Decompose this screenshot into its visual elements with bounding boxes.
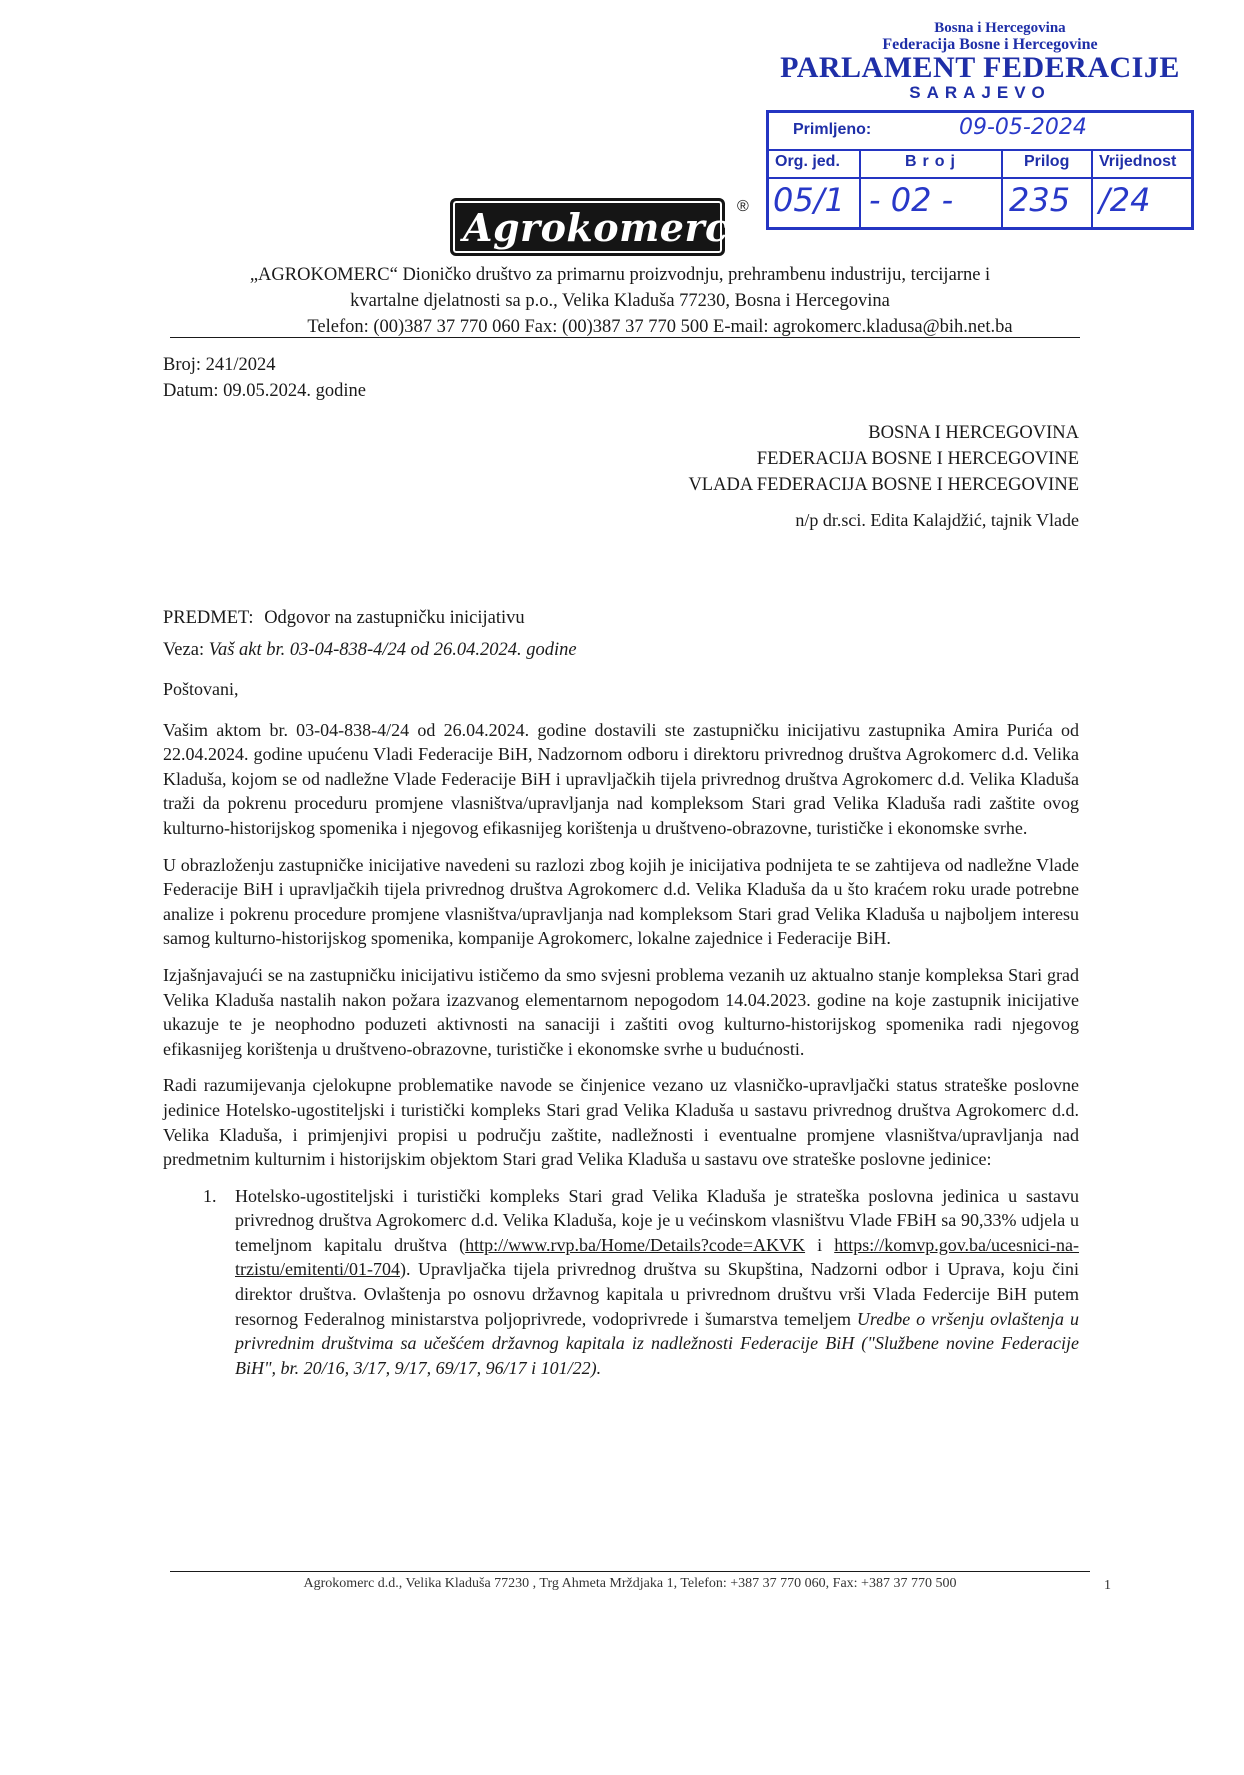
list-text-part: ). Upravljačka tijela privrednog društva su Skupština, Nadzorni odbor i Uprava, koju čini direktor društva. Ovlaštenja po osnovu državnog kapitala u privrednom društvu vrši Vlada Federcije BiH putem resornog Federalnog ministarstva poljoprivrede, vodoprivrede i šumarstva temeljem: [235, 1259, 1079, 1329]
stamp-value-label: Vrijednost: [1099, 153, 1177, 170]
list-number: 1.: [203, 1185, 217, 1206]
document-number: Broj: 241/2024: [163, 355, 276, 375]
list-item: [203, 1184, 1079, 1381]
document-reference: [163, 352, 366, 404]
letter-body: [163, 677, 1079, 1380]
list-text-part: Hotelsko-ugostiteljski i turistički kompleks Stari grad Velika Kladuša je strateška poslovna jedinica u sastavu privrednog društva Agrokomerc d.d. Velika Kladuša, koje je u većinskom vlasništvu Vlade FBiH sa 90,33% udjela u temeljnom kapitalu društva (: [235, 1185, 1079, 1255]
company-header: [150, 262, 1090, 340]
paragraph-4: Radi razumijevanja cjelokupne problematike navode se činjenice vezano uz vlasničko-upravljački status strateške poslovne jedinice Hotelsko-ugostiteljski i turistički kompleks Stari grad Velika Kladuša u sastavu privrednog društva Agrokomerc d.d. Velika Kladuša, i primjenjivi propisi u području zaštite, nadležnosti i eventualne promjene vlasništva/upravljanja nad predmetnim kulturnim i historijskim objektom Stari grad Velika Kladuša u sastavu ove strateške poslovne jedinice:: [163, 1075, 1079, 1170]
subject-label: PREDMET:: [163, 608, 254, 628]
komvp-link[interactable]: https://komvp.gov.ba/ucesnici-na-trzistu/emitenti/01-704: [235, 1234, 1079, 1280]
received-stamp-box: [766, 110, 1194, 230]
veza-label: Veza:: [163, 640, 205, 660]
stamp-received-row: [769, 113, 1191, 151]
paragraph-1: Vašim aktom br. 03-04-838-4/24 od 26.04.2024. godine dostavili ste zastupničku inicijativu zastupnika Amira Purića od 22.04.2024. godine upućenu Vladi Federacije BiH, Nadzornom odboru i direktoru privrednog društva Agrokomerc d.d. Velika Kladuša, kojom se od nadležne Vlade Federacije BiH i upravljačkih tijela privrednog društva Agrokomerc d.d. Velika Kladuša traži da pokrenu proceduru promjene vlasništva/upravljanja nad kompleksom Stari grad Velika Kladuša radi zaštite ovog kulturno-historijskog spomenika i njegovog efikasnijeg korištenja u društveno-obrazovne, turističke i ekonomske svrhe.: [163, 719, 1079, 838]
stamp-org-value: 05/1: [773, 181, 845, 219]
stamp-city: SARAJEVO: [909, 83, 1051, 102]
reference-line: [163, 634, 577, 666]
stamp-received-label: Primljeno:: [793, 121, 872, 138]
stamp-labels-row: [769, 149, 1191, 179]
stamp-number-value: - 02 -: [869, 181, 954, 219]
logo-text: Agrokomerc: [463, 205, 729, 250]
paragraph-3: Izjašnjavajući se na zastupničku inicijativu ističemo da smo svjesni problema vezanih uz aktualno stanje kompleksa Stari grad Velika Kladuša nastalih nakon požara izazvanog elementarnom nepogodom 14.04.2023. godine na koje zastupnik inicijative ukazuje te je neophodno poduzeti aktivnosti na sanaciji i zaštiti ovog kulturno-historijskog spomenika radi njegovog efikasnijeg korištenja u društveno-obrazovne, turističke i ekonomske svrhe u budućnosti.: [163, 964, 1079, 1059]
paragraph-2: U obrazloženju zastupničke inicijative navedeni su razlozi zbog kojih je inicijativa podnijeta te se zahtijeva od nadležne Vlade Federacije BiH i upravljačkih tijela privrednog društva Agrokomerc d.d. Velika Kladuša da u što kraćem roku urade potrebne analize i pokrenu procedure promjene vlasništva/upravljanja nad kompleksom Stari grad Velika Kladuša u najboljem interesu samog kulturno-historijskog spomenika, kompanije Agrokomerc, lokalne zajednice i Federacije BiH.: [163, 854, 1079, 949]
subject-block: [163, 602, 577, 666]
footer-divider: [170, 1571, 1090, 1572]
recipient-address: [688, 420, 1079, 498]
rvp-link[interactable]: http://www.rvp.ba/Home/Details?code=AKVK: [465, 1234, 806, 1255]
salutation: Poštovani,: [163, 679, 239, 699]
subject-text: Odgovor na zastupničku inicijativu: [264, 608, 525, 628]
page-footer: Agrokomerc d.d., Velika Kladuša 77230 , Trg Ahmeta Mrždjaka 1, Telefon: +387 37 770 060, Fax: +387 37 770 500: [303, 1576, 957, 1591]
stamp-attachment-value: 235: [1009, 181, 1071, 219]
stamp-federation: Federacija Bosne i Hercegovine: [882, 36, 1098, 53]
company-header-line1: „AGROKOMERC“ Dioničko društvo za primarnu proizvodnju, prehrambenu industriju, tercijarne i: [249, 265, 991, 285]
stamp-number-label: Broj: [905, 153, 961, 170]
recipient-line2: FEDERACIJA BOSNE I HERCEGOVINE: [756, 449, 1079, 469]
header-divider: [170, 337, 1080, 338]
stamp-parliament: PARLAMENT FEDERACIJE: [780, 51, 1180, 84]
company-contact-line: Telefon: (00)387 37 770 060 Fax: (00)387 37 770 500 E-mail: agrokomerc.kladusa@bih.net.ba: [307, 317, 1013, 337]
subject-line: [163, 602, 577, 634]
parliament-stamp-header: [780, 20, 1180, 103]
veza-text: Vaš akt br. 03-04-838-4/24 od 26.04.2024. godine: [208, 640, 577, 660]
stamp-attachment-label: Prilog: [1024, 153, 1070, 170]
list-text-part: i: [805, 1234, 835, 1255]
recipient-line1: BOSNA I HERCEGOVINA: [868, 423, 1079, 443]
regulation-citation: Uredbe o vršenju ovlaštenja u privrednim društvima sa učešćem državnog kapitala iz nadležnosti Federacije BiH ("Službene novine Federacije BiH", br. 20/16, 3/17, 9/17, 69/17, 96/17 i 101/22).: [235, 1308, 1079, 1378]
list-item-text: [235, 1184, 1079, 1381]
stamp-values-row: [769, 177, 1191, 229]
agrokomerc-logo: [450, 198, 729, 256]
registered-mark: ®: [737, 198, 749, 215]
stamp-received-date: 09-05-2024: [959, 115, 1087, 140]
stamp-org-label: Org. jed.: [775, 153, 840, 170]
stamp-value-value: /24: [1099, 181, 1151, 219]
document-date: Datum: 09.05.2024. godine: [163, 381, 366, 401]
recipient-attention: n/p dr.sci. Edita Kalajdžić, tajnik Vlade: [795, 510, 1079, 530]
company-header-line2: kvartalne djelatnosti sa p.o., Velika Kladuša 77230, Bosna i Hercegovina: [350, 291, 890, 311]
stamp-country: Bosna i Hercegovina: [934, 20, 1066, 36]
page-number: 1: [1104, 1578, 1111, 1593]
recipient-line3: VLADA FEDERACIJA BOSNE I HERCEGOVINE: [688, 475, 1079, 495]
